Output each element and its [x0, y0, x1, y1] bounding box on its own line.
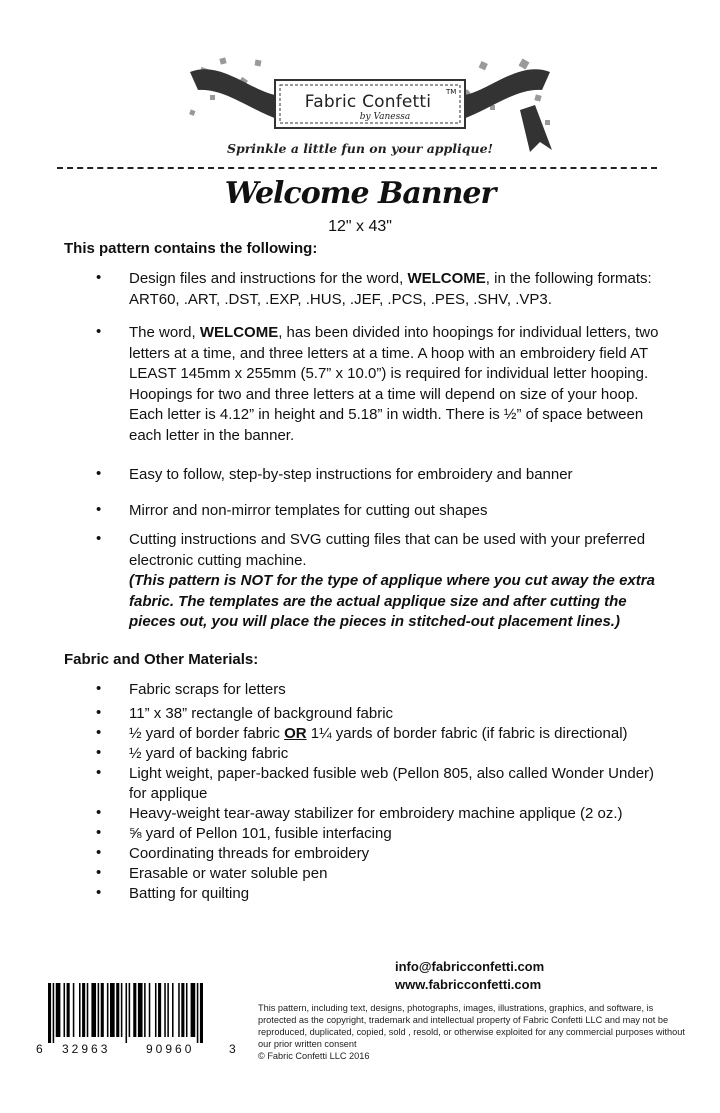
barcode-bar: [116, 983, 119, 1037]
barcode-bar: [110, 983, 115, 1037]
bullet: •: [96, 884, 102, 901]
barcode-bar: [121, 983, 123, 1037]
bullet: •: [96, 465, 102, 482]
list-item: Coordinating threads for embroidery: [129, 845, 370, 862]
barcode-bar: [107, 983, 109, 1037]
list-item: Easy to follow, step-by-step instructions for embroidery and banner: [129, 466, 573, 483]
trademark-mark: TM: [446, 88, 457, 96]
barcode-bar: [53, 983, 55, 1043]
list-item: ½ yard of backing fabric: [129, 745, 289, 762]
brand-tagline: Sprinkle a little fun on your applique!: [226, 141, 494, 156]
barcode-digits-left: 32963: [62, 1042, 111, 1056]
barcode-bar: [67, 983, 70, 1037]
bullet: •: [96, 269, 102, 286]
legal-text: This pattern, including text, designs, photographs, images, illustrations, graphics, and software, is protected as the copyright, trademark and intellectual property of Fabric Confetti LLC and may not be reproduced, duplicated, copied, sold , resold, or otherwise exploited for any commercial purposes without our prior written consent: [258, 1003, 685, 1050]
bullet: •: [96, 844, 102, 861]
barcode-bar: [191, 983, 196, 1037]
list-item: Design files and instructions for the word, WELCOME, in the following formats: ART60, .ART, .DST, .EXP, .HUS, .JEF, .PCS, .PES, .SHV, .VP3.: [129, 270, 652, 308]
barcode-bar: [56, 983, 61, 1037]
bullet: •: [96, 704, 102, 721]
barcode-bar: [167, 983, 169, 1037]
list-item: Batting for quilting: [129, 885, 250, 902]
bullet: •: [96, 680, 102, 697]
section-heading-contents: This pattern contains the following:: [64, 240, 318, 257]
bullet: •: [96, 764, 102, 781]
barcode-bar: [158, 983, 161, 1037]
barcode-bar: [98, 983, 100, 1037]
section-heading-materials: Fabric and Other Materials:: [64, 651, 259, 668]
barcode-bar: [101, 983, 104, 1037]
bullet: •: [96, 323, 102, 340]
barcode-bar: [181, 983, 184, 1037]
barcode-bar: [82, 983, 85, 1037]
barcode-bar: [178, 983, 180, 1037]
barcode-bar: [129, 983, 131, 1037]
barcode-bar: [164, 983, 166, 1037]
barcode-digit-lead: 6: [36, 1042, 43, 1056]
barcode-bar: [48, 983, 51, 1043]
barcode-digit-check: 3: [229, 1042, 236, 1056]
list-item: Cutting instructions and SVG cutting files that can be used with your preferred electronic cutting machine. (This pattern is NOT for the type of applique where you cut away the extra fabric. The templates are the actual applique size and after cutting the pieces out, you will place the pieces in stitched-out placement lines.): [129, 531, 655, 630]
legal-notice: [258, 1002, 688, 1062]
bullet: •: [96, 804, 102, 821]
bullet: •: [96, 530, 102, 547]
list-item: The word, WELCOME, has been divided into hoopings for individual letters, two letters at a time, and three letters at a time. A hoop with an embroidery field AT LEAST 145mm x 255mm (5.7” x 10.0”) is required for individual letter hooping. Hoopings for two and three letters at a time will depend on size of your hoop. Each letter is 4.12” in height and 5.18” in width. There is ½” of space between each letter in the banner.: [129, 324, 659, 444]
barcode-bar: [149, 983, 151, 1037]
list-item: 11” x 38” rectangle of background fabric: [129, 705, 394, 722]
contact-block: [395, 958, 544, 994]
barcode-bar: [126, 983, 128, 1043]
list-item: ⅝ yard of Pellon 101, fusible interfacing: [129, 825, 392, 842]
list-item: Fabric scraps for letters: [129, 681, 286, 698]
barcode-bar: [138, 983, 143, 1037]
email-link[interactable]: info@fabricconfetti.com: [395, 959, 545, 974]
barcode-bar: [91, 983, 96, 1037]
list-item: Light weight, paper-backed fusible web (Pellon 805, also called Wonder Under) for applique: [129, 765, 655, 802]
barcode-bar: [155, 983, 157, 1037]
barcode-bar: [197, 983, 199, 1043]
barcode-bar: [87, 983, 89, 1037]
list-item: Mirror and non-mirror templates for cutting out shapes: [129, 502, 488, 519]
brand-byline: by Vanessa: [359, 112, 411, 122]
bullet: •: [96, 501, 102, 518]
bullet: •: [96, 824, 102, 841]
pattern-size: 12" x 43": [328, 218, 392, 235]
barcode-bar: [200, 983, 203, 1043]
barcode-bar: [73, 983, 75, 1037]
pattern-title: Welcome Banner: [224, 176, 496, 211]
barcode-bar: [79, 983, 81, 1037]
bullet: •: [96, 744, 102, 761]
bullet: •: [96, 864, 102, 881]
barcode-bar: [172, 983, 174, 1037]
bullet: •: [96, 724, 102, 741]
list-item: ½ yard of border fabric OR 1¼ yards of border fabric (if fabric is directional): [129, 725, 628, 742]
barcode-bar: [144, 983, 146, 1037]
brand-name: Fabric Confetti: [304, 92, 432, 112]
barcode: [46, 983, 240, 1043]
note-text: (This pattern is NOT for the type of applique where you cut away the extra fabric. The templates are the actual applique size and after cutting the pieces out, you will place the pieces in stitched-out placement lines.): [129, 572, 655, 630]
barcode-bar: [133, 983, 136, 1037]
barcode-bar: [186, 983, 188, 1037]
list-item: Heavy-weight tear-away stabilizer for embroidery machine applique (2 oz.): [129, 805, 623, 822]
barcode-bar: [64, 983, 66, 1037]
copyright-text: © Fabric Confetti LLC 2016: [258, 1051, 370, 1062]
list-item: Erasable or water soluble pen: [129, 865, 328, 882]
website-link[interactable]: www.fabricconfetti.com: [395, 977, 542, 992]
dashed-divider: [57, 167, 657, 169]
barcode-digits-right: 90960: [146, 1042, 195, 1056]
